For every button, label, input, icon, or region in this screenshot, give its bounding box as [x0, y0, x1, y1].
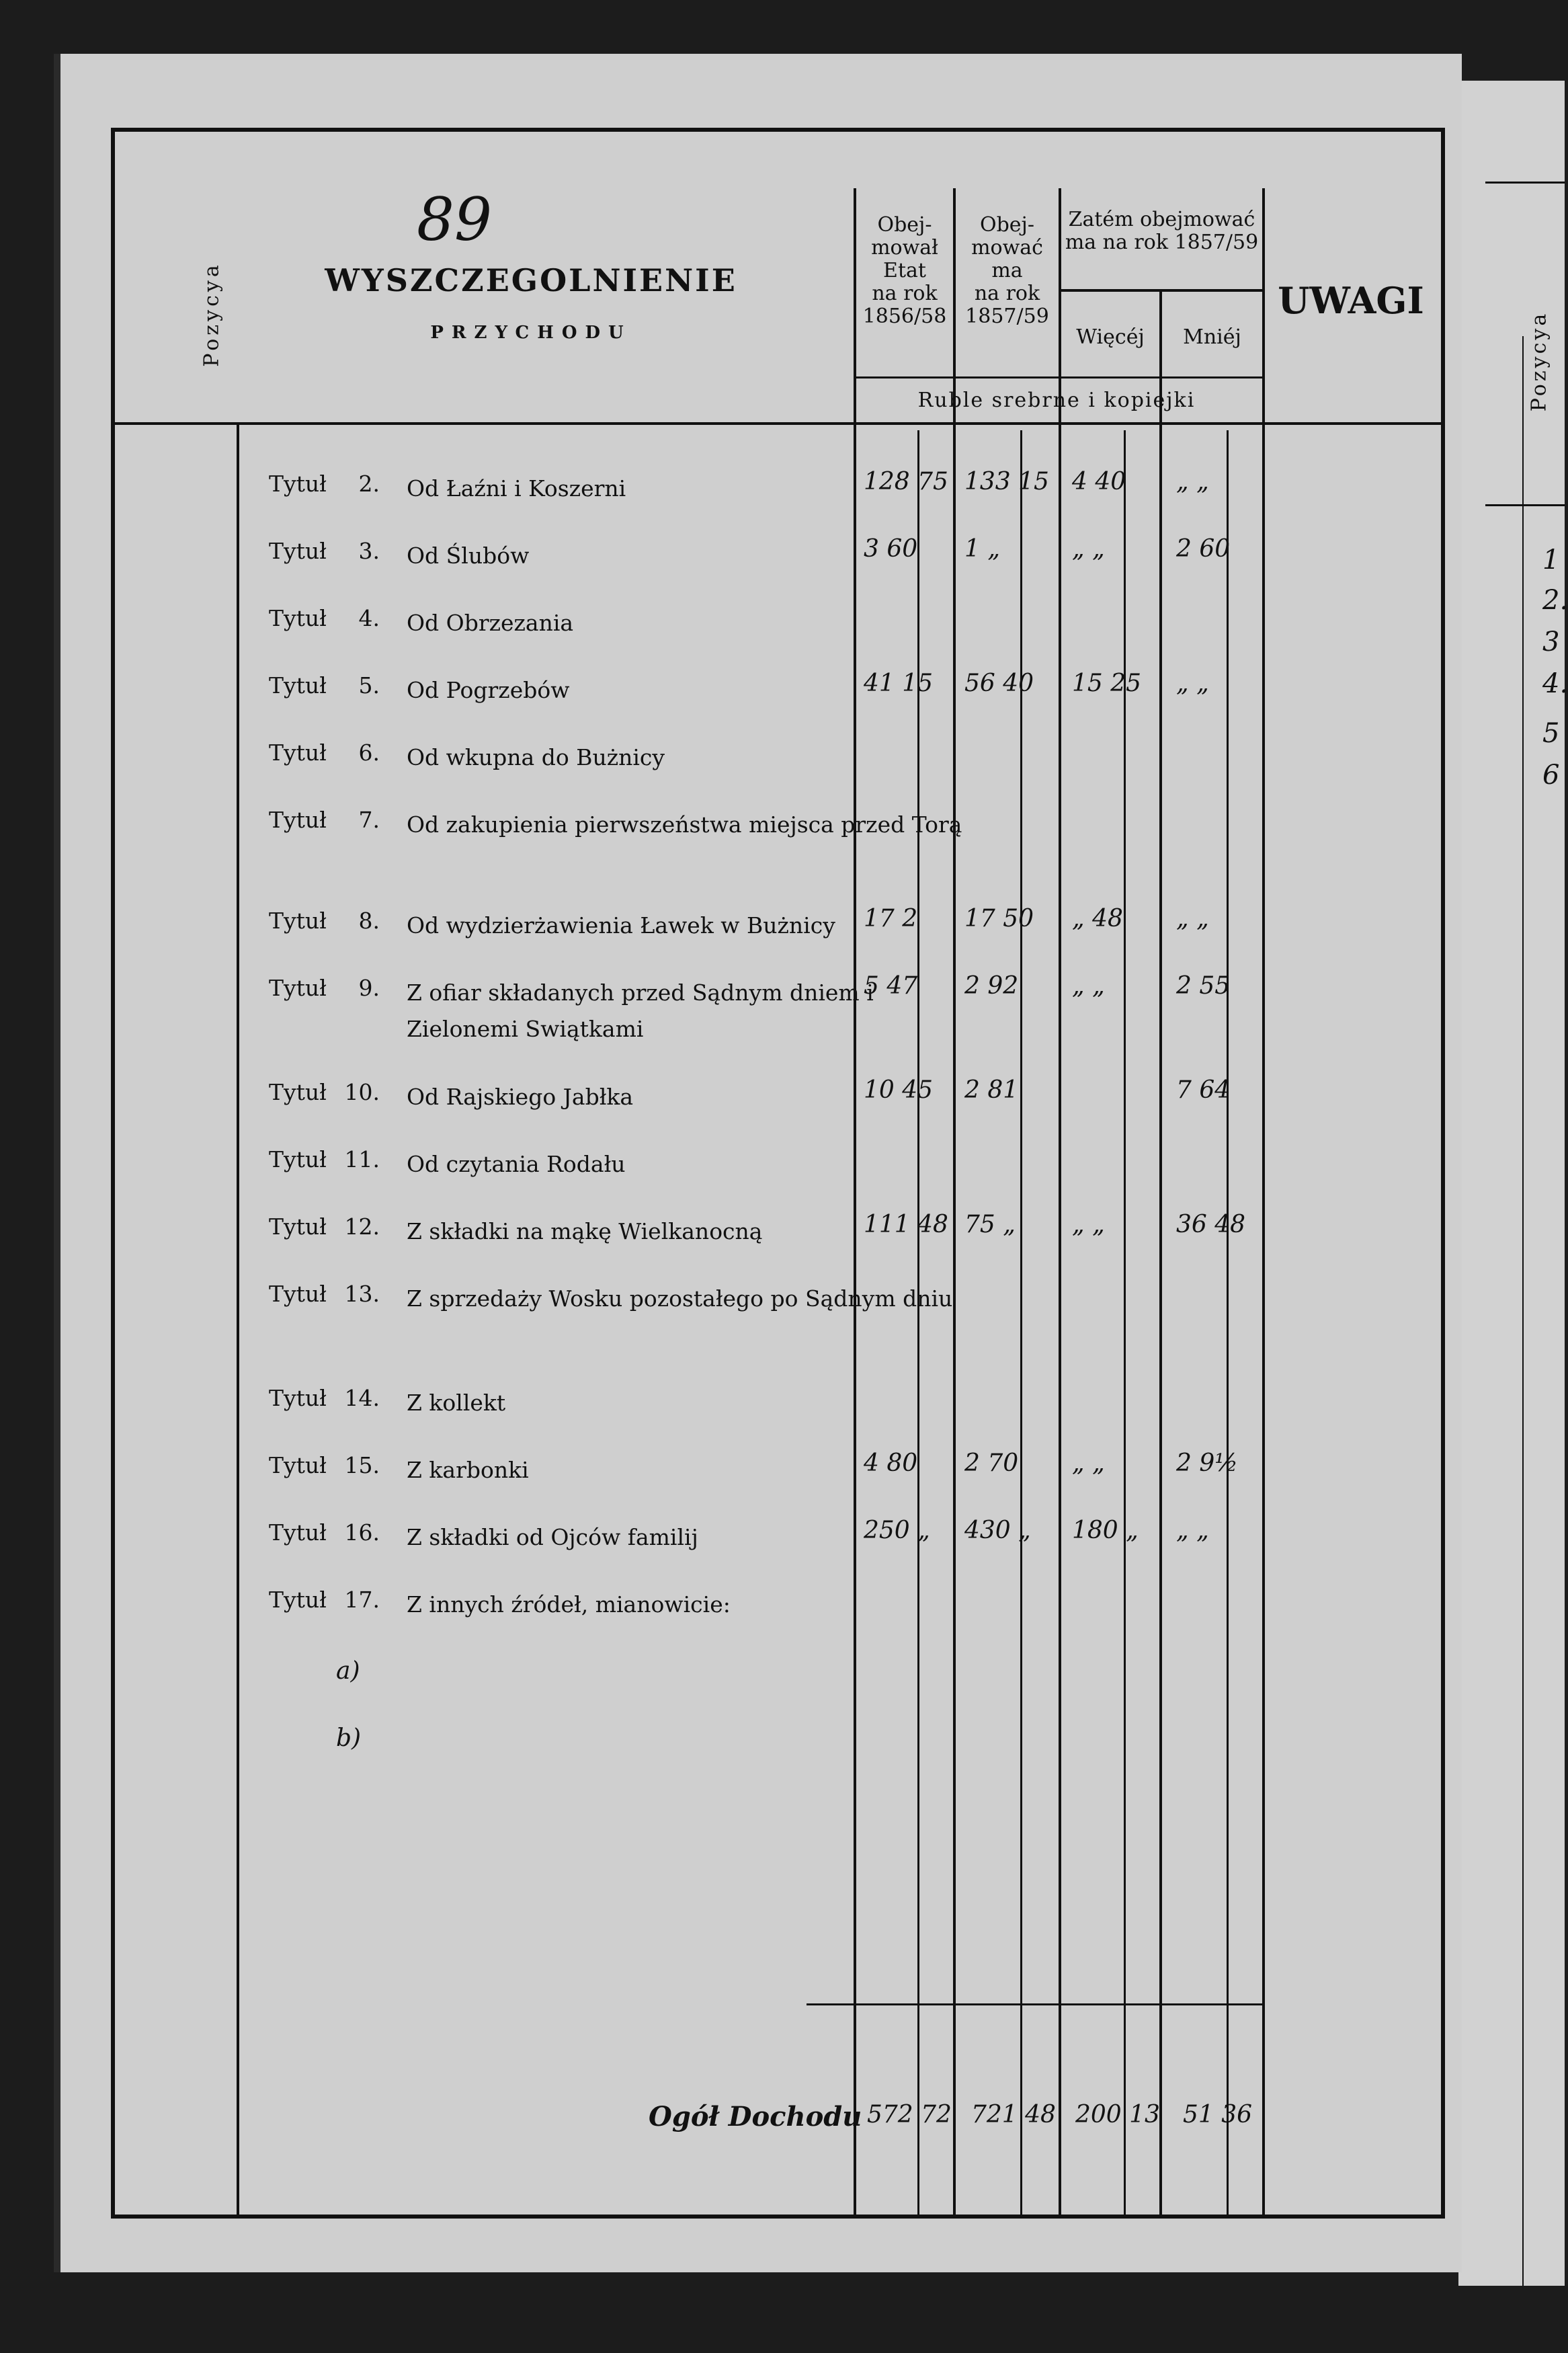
row-value-current: 133 15: [964, 468, 1049, 495]
row-value-current: 2 92: [964, 972, 1019, 1000]
row-tytul: Tytuł: [269, 1385, 327, 1411]
total-value-more: 200 13: [1075, 2101, 1160, 2128]
units-label: Ruble srebrne i kopiejki: [917, 389, 1196, 412]
page-subtitle: PRZYCHODU: [430, 323, 632, 343]
col-header-line: Obej-: [980, 213, 1034, 237]
adjacent-top-rule: [1485, 182, 1565, 184]
total-rule: [807, 2003, 1262, 2005]
col-header-line: Etat: [883, 259, 926, 282]
row-value-more: 4 40: [1072, 468, 1126, 495]
row-value-previous: 3 60: [864, 535, 918, 563]
row-description: Od zakupienia pierwszeństwa miejsca przed Torą: [407, 811, 962, 838]
row-tytul: Tytuł: [269, 1146, 327, 1172]
adjacent-page: [1458, 81, 1568, 2286]
row-description: Z składki na mąkę Wielkanocną: [407, 1218, 763, 1244]
row-number: 16.: [344, 1519, 380, 1546]
row-description: Z kollekt: [407, 1390, 506, 1416]
row-number: 15.: [344, 1452, 380, 1478]
row-value-less: „ „: [1176, 905, 1209, 932]
row-number: 14.: [344, 1385, 380, 1411]
row-number: 12.: [344, 1213, 380, 1240]
row-description: Z ofiar składanych przed Sądnym dniem i Zielonemi Swiątkami: [407, 980, 874, 1042]
adjacent-mark: 4.: [1542, 668, 1568, 699]
column-rule-3: [1059, 188, 1061, 2219]
col-header-line: mować: [971, 236, 1043, 260]
row-description: Od Łaźni i Koszerni: [407, 475, 626, 502]
row-value-more: „ 48: [1072, 905, 1123, 932]
row-number: 17.: [344, 1587, 380, 1613]
row-value-less: 7 64: [1176, 1076, 1231, 1104]
kopiejki-rule-2: [1020, 430, 1022, 2219]
row-tytul: Tytuł: [269, 975, 327, 1001]
col-header-line: na rok: [974, 282, 1040, 305]
row-description: Z karbonki: [407, 1457, 529, 1483]
row-value-previous: 128 75: [864, 468, 948, 495]
column-rule-4: [1159, 289, 1162, 2219]
row-value-current: 75 „: [964, 1211, 1016, 1238]
col-header-line: ma: [991, 259, 1023, 282]
row-value-less: 2 60: [1176, 535, 1231, 563]
page-number: 89: [417, 185, 492, 254]
row-description: Od czytania Rodału: [407, 1151, 626, 1177]
row-tytul: Tytuł: [269, 1281, 327, 1307]
row-number: 11.: [344, 1146, 380, 1172]
kopiejki-rule-4: [1227, 430, 1229, 2219]
row-number: 5.: [358, 672, 380, 699]
row-value-previous: 41 15: [864, 670, 934, 697]
row-value-current: 2 70: [964, 1449, 1019, 1477]
row-value-less: „ „: [1176, 1517, 1209, 1544]
col-mniej-header: Mniéj: [1183, 325, 1241, 349]
row-number: 13.: [344, 1281, 380, 1307]
row-value-less: „ „: [1176, 468, 1209, 495]
total-label: Ogół Dochodu: [649, 2101, 862, 2132]
adjacent-header-rule: [1485, 504, 1565, 506]
row-tytul: Tytuł: [269, 672, 327, 699]
col-header-line: mował: [871, 236, 938, 260]
row-value-less: 2 55: [1176, 972, 1231, 1000]
row-value-previous: 10 45: [864, 1076, 934, 1104]
row-tytul: Tytuł: [269, 1213, 327, 1240]
row-tytul: Tytuł: [269, 538, 327, 564]
row-tytul: Tytuł: [269, 471, 327, 497]
col-obejmowal-header: [856, 214, 953, 328]
column-rule-5: [1262, 188, 1265, 2219]
row-number: 7.: [358, 807, 380, 833]
row-tytul: Tytuł: [269, 1079, 327, 1105]
row-description: Od Rajskiego Jabłka: [407, 1084, 634, 1110]
col-obejmowac-header: [956, 214, 1059, 328]
total-value-current: 721 48: [971, 2101, 1056, 2128]
row-value-previous: 5 47: [864, 972, 918, 1000]
row-number: 3.: [358, 538, 380, 564]
row-description: Z innych źródeł, mianowicie:: [407, 1591, 731, 1618]
row-number: 8.: [358, 908, 380, 934]
total-value-less: 51 36: [1183, 2101, 1253, 2128]
adjacent-mark: 1: [1542, 545, 1560, 575]
row-number: 4.: [358, 605, 380, 631]
row-value-more: 15 25: [1072, 670, 1142, 697]
col-wiecej-header: Więcéj: [1076, 325, 1145, 349]
row-value-more: „ „: [1072, 535, 1105, 563]
kopiejki-rule-3: [1124, 430, 1126, 2219]
adjacent-mark: 5: [1542, 718, 1560, 749]
row-description: Od Ślubów: [407, 543, 530, 569]
zatem-divider-rule: [1059, 289, 1262, 292]
total-value-previous: 572 72: [867, 2101, 952, 2128]
row-tytul: Tytuł: [269, 1452, 327, 1478]
col-header-line: 1856/58: [862, 305, 947, 328]
row-description: Od Pogrzebów: [407, 677, 570, 703]
row-value-current: 430 „: [964, 1517, 1031, 1544]
row-tytul: Tytuł: [269, 908, 327, 934]
row-value-previous: 111 48: [864, 1211, 948, 1238]
row-tytul: Tytuł: [269, 605, 327, 631]
units-rule: [854, 376, 1262, 378]
row-value-previous: 17 2: [864, 905, 918, 932]
row-value-previous: 4 80: [864, 1449, 918, 1477]
col-header-line: 1857/59: [965, 305, 1049, 328]
col-uwagi-header: UWAGI: [1278, 279, 1424, 322]
row-number: 9.: [358, 975, 380, 1001]
col-header-line: ma na rok 1857/59: [1065, 231, 1259, 254]
row-tytul: Tytuł: [269, 740, 327, 766]
adjacent-position-rule: [1522, 336, 1524, 2286]
sub-item-b: b): [336, 1724, 362, 1752]
row-value-current: 2 81: [964, 1076, 1019, 1104]
pozycja-label: Pozycya: [200, 262, 224, 367]
sub-item-a: a): [336, 1657, 360, 1685]
adjacent-mark: 3: [1542, 627, 1560, 657]
col-header-line: na rok: [872, 282, 938, 305]
row-value-more: 180 „: [1072, 1517, 1139, 1544]
row-description: Od wkupna do Bużnicy: [407, 744, 665, 770]
row-number: 2.: [358, 471, 380, 497]
position-column-rule: [237, 422, 239, 2219]
row-value-less: 36 48: [1176, 1211, 1246, 1238]
row-description: Z składki od Ojców familij: [407, 1524, 698, 1550]
row-value-more: „ „: [1072, 1449, 1105, 1477]
row-description: Z sprzedaży Wosku pozostałego po Sądnym dniu: [407, 1285, 953, 1312]
row-number: 10.: [344, 1079, 380, 1105]
row-value-current: 17 50: [964, 905, 1034, 932]
row-tytul: Tytuł: [269, 1587, 327, 1613]
col-header-line: Obej-: [877, 213, 932, 237]
row-tytul: Tytuł: [269, 1519, 327, 1546]
row-tytul: Tytuł: [269, 807, 327, 833]
row-description: Od Obrzezania: [407, 610, 574, 636]
row-value-less: 2 9½: [1176, 1449, 1239, 1477]
row-value-less: „ „: [1176, 670, 1209, 697]
row-value-current: 56 40: [964, 670, 1034, 697]
col-zatem-header: [1061, 208, 1262, 254]
row-number: 6.: [358, 740, 380, 766]
row-value-more: „ „: [1072, 1211, 1105, 1238]
col-header-line: Zatém obejmować: [1068, 208, 1255, 231]
row-value-more: „ „: [1072, 972, 1105, 1000]
header-bottom-rule: [111, 422, 1445, 425]
page-title: WYSZCZEGOLNIENIE: [325, 262, 737, 298]
adjacent-mark: 2.: [1542, 585, 1568, 616]
row-value-previous: 250 „: [864, 1517, 930, 1544]
row-description: Od wydzierżawienia Ławek w Bużnicy: [407, 912, 835, 939]
row-value-current: 1 „: [964, 535, 1000, 563]
adjacent-mark: 6: [1542, 760, 1560, 791]
adjacent-pozycja-label: Pozycya: [1527, 311, 1551, 412]
